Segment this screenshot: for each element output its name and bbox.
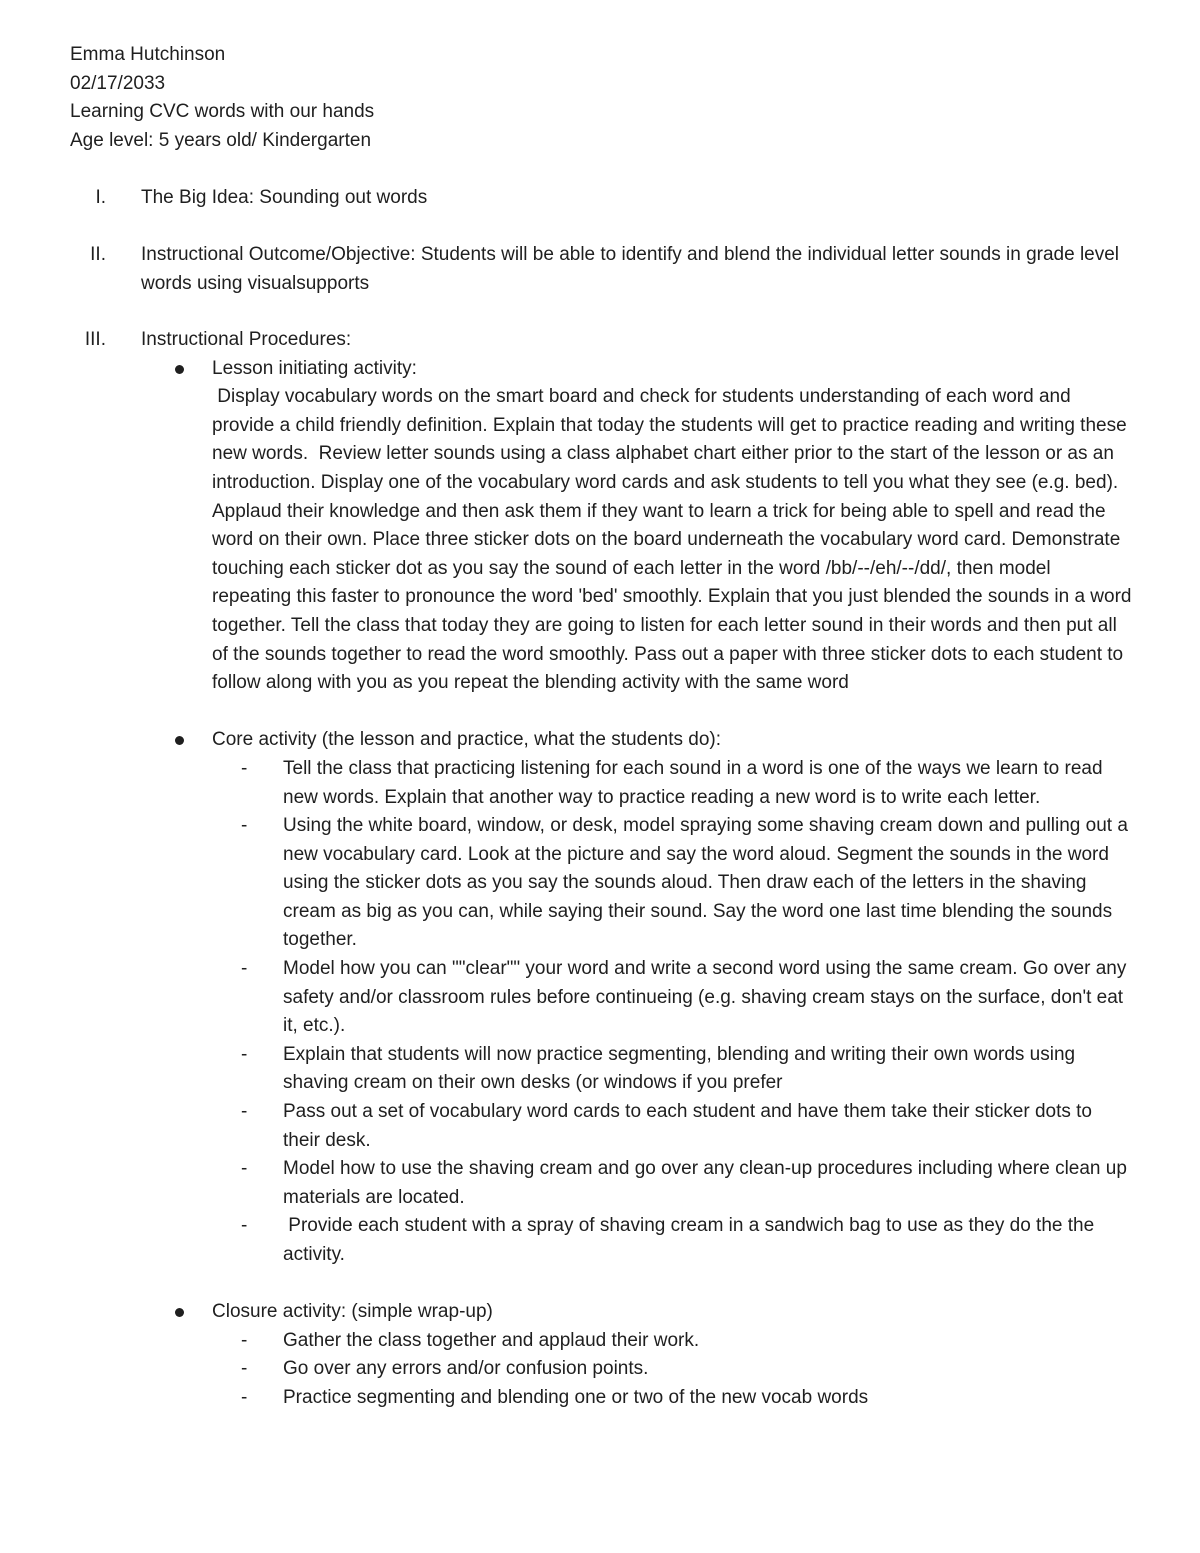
lesson-title: Learning CVC words with our hands (70, 101, 375, 123)
list-item-text: Model how you can ""clear"" your word and write a second word using the same cream. Go over any safety and/or classroom rules before continueing (e.g. shaving cream stays on the surface, don't eat it, etc.). (283, 958, 1127, 1037)
spacer (141, 698, 1131, 727)
list-item (241, 955, 1133, 1041)
dash-marker: - (241, 1215, 248, 1237)
bullet-icon (175, 365, 184, 374)
bullet-icon (175, 1308, 184, 1317)
bullet-heading: Closure activity: (simple wrap-up) (212, 1301, 493, 1323)
dash-marker: - (241, 1358, 248, 1380)
list-item-text: Go over any errors and/or confusion points. (283, 1358, 649, 1380)
list-item-text: Gather the class together and applaud their work. (283, 1329, 700, 1351)
list-item (241, 1098, 1133, 1155)
closure-activity-list (212, 1327, 1132, 1413)
dash-marker: - (241, 958, 248, 980)
list-item (241, 1384, 1133, 1413)
dash-marker: - (241, 1386, 248, 1408)
list-item-text: Model how to use the shaving cream and go over any clean-up procedures including where clean up materials are located. (283, 1158, 1127, 1208)
core-activity (212, 726, 1132, 1269)
dash-marker: - (241, 757, 248, 779)
author-name: Emma Hutchinson (70, 44, 226, 65)
section-text: The Big Idea: Sounding out words (141, 187, 428, 208)
list-item (241, 1355, 1133, 1384)
dash-marker: - (241, 1329, 248, 1351)
bullet-heading: Core activity (the lesson and practice, what the students do): (212, 729, 722, 751)
list-item-text: Pass out a set of vocabulary word cards to each student and have them take their sticker dots to their desk. (283, 1101, 1092, 1151)
dash-marker: - (241, 815, 248, 837)
section-text: Instructional Procedures: (141, 329, 352, 350)
list-item (241, 1041, 1133, 1098)
dash-marker: - (241, 1043, 248, 1065)
dash-marker: - (241, 1158, 248, 1180)
list-item (241, 812, 1133, 955)
list-item (241, 1212, 1133, 1269)
lesson-initiating-activity (212, 355, 1137, 698)
list-item (241, 1155, 1133, 1212)
document-date: 02/17/2033 (70, 72, 166, 94)
list-item-text: Practice segmenting and blending one or two of the new vocab words (283, 1386, 869, 1408)
dash-marker: - (241, 1101, 248, 1123)
procedures-content (141, 326, 1137, 1413)
bullet-heading: Lesson initiating activity: (212, 357, 417, 379)
list-item-text: Using the white board, window, or desk, model spraying some shaving cream down and pulling out a new vocabulary card. Look at the picture and say the word aloud. Segment the sounds in the word using the sticker dots as you say the sounds aloud. Then draw each of the letters in the shaving cream as big as you can, while saying their sound. Say the word one last time blending the sounds together. (283, 815, 1128, 951)
list-item (241, 755, 1133, 812)
age-level: Age level: 5 years old/ Kindergarten (70, 129, 372, 151)
closure-activity (212, 1298, 1132, 1412)
list-item-text: Explain that students will now practice segmenting, blending and writing their own words using shaving cream on their own desks (or windows if you prefer (283, 1043, 1076, 1094)
section-numeral: III. (84, 329, 106, 350)
core-activity-list (212, 755, 1132, 1270)
section-numeral: I. (95, 187, 106, 208)
list-item-text: Tell the class that practicing listening for each sound in a word is one of the ways we learn to read new words. Explain that another way to practice reading a new word is to write each letter. (283, 757, 1103, 808)
spacer (141, 1270, 1131, 1299)
bullet-icon (175, 736, 184, 745)
list-item-text: Provide each student with a spray of shaving cream in a sandwich bag to use as they do the the activity. (283, 1215, 1100, 1265)
section-text: Instructional Outcome/Objective: Students will be able to identify and blend the individual letter sounds in grade level words using visualsupports (141, 244, 1120, 294)
lesson-initiating-body: Display vocabulary words on the smart board and check for students understanding of each word and provide a child friendly definition. Explain that today the students will get to practice reading and writing these new words. Review letter sounds using a class alphabet chart either prior to the start of the lesson or as an introduction. Display one of the vocabulary word cards and ask students to tell you what they see (e.g. bed). Applaud their knowledge and then ask them if they want to learn a trick for being able to spell and read the word on their own. Place three sticker dots on the board underneath the vocabulary word card. Demonstrate touching each sticker dot as you say the sound of each letter in the word /bb/--/eh/--/dd/, then model repeating this faster to pronounce the word 'bed' smoothly. Explain that you just blended the sounds in a word together. Tell the class that today they are going to listen for each letter sound in their words and then put all of the sounds together to read the word smoothly. Pass out a paper with three sticker dots to each student to follow along with you as you repeat the blending activity with the same word (212, 386, 1137, 694)
list-item (241, 1327, 1133, 1356)
document-header (70, 41, 1130, 155)
section-numeral: II. (90, 244, 106, 265)
